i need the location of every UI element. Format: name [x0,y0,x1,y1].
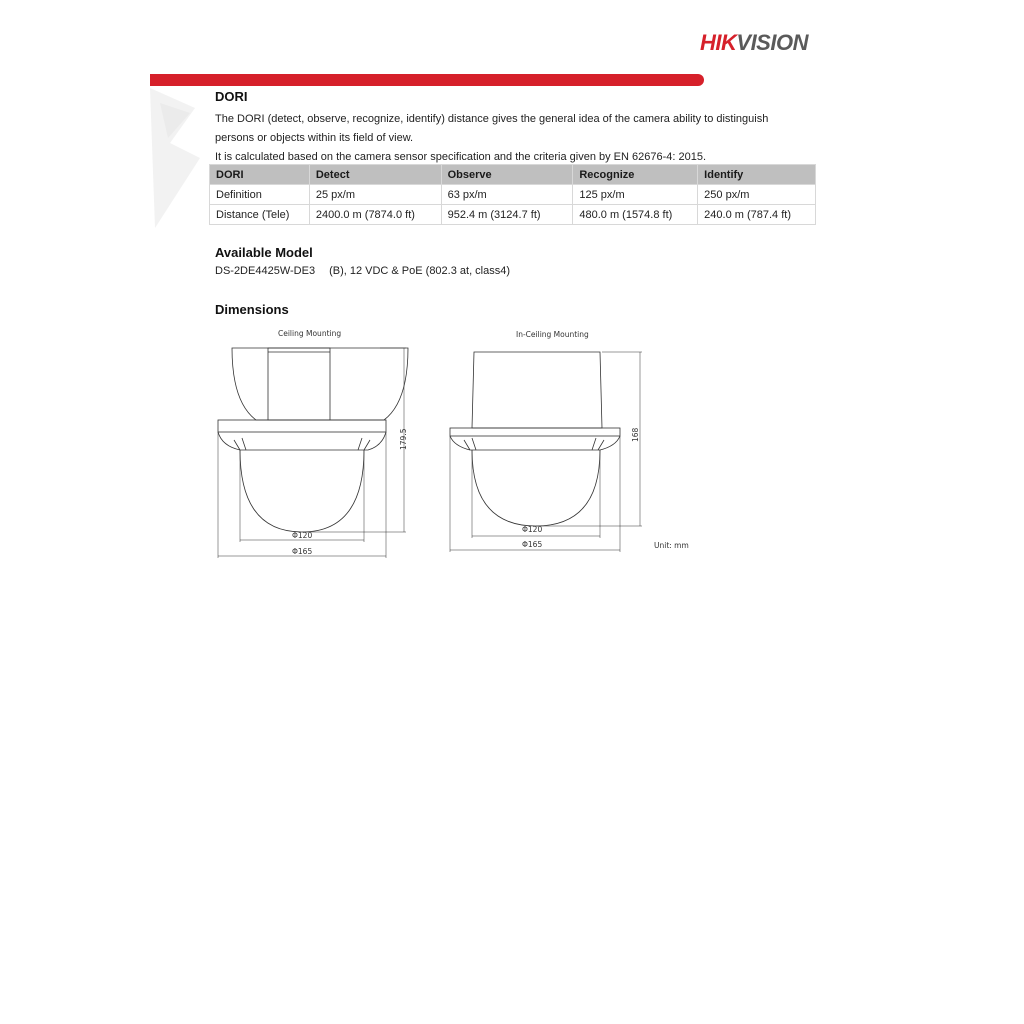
unit-label: Unit: mm [654,541,689,550]
in-ceiling-mount-drawing [450,352,620,526]
table-cell: 250 px/m [698,185,816,205]
table-header-cell: Detect [309,165,441,185]
brand-logo [700,30,808,56]
dori-heading: DORI [215,89,248,104]
dori-table [209,164,816,225]
table-cell: Definition [210,185,310,205]
in-ceiling-height-label: 168 [631,427,640,442]
table-cell: Distance (Tele) [210,205,310,225]
table-header-cell: DORI [210,165,310,185]
in-ceiling-outer-dia-label: Φ165 [522,540,543,549]
table-cell: 480.0 m (1574.8 ft) [573,205,698,225]
ceiling-mount-drawing [218,348,408,532]
table-row [210,185,816,205]
table-header-cell: Identify [698,165,816,185]
dimensions-heading: Dimensions [215,302,289,317]
dori-paragraph-2: It is calculated based on the camera sensor specification and the criteria given by EN 62676-4: 2015. [215,151,707,163]
available-model-heading: Available Model [215,245,313,260]
in-ceiling-mount-title: In-Ceiling Mounting [516,330,589,339]
table-cell: 125 px/m [573,185,698,205]
dimensions-diagram [210,322,710,562]
ceiling-outer-dia-label: Φ165 [292,547,313,556]
model-name: DS-2DE4425W-DE3 [215,265,316,277]
available-model-line [215,265,510,277]
table-cell: 63 px/m [441,185,573,205]
table-header-row [210,165,816,185]
table-header-cell: Observe [441,165,573,185]
table-cell: 25 px/m [309,185,441,205]
background-watermark [150,88,210,238]
header-accent-bar [150,74,704,86]
ceiling-height-label: 179.5 [399,428,408,450]
ceiling-mount-title: Ceiling Mounting [278,329,342,338]
table-cell: 240.0 m (787.4 ft) [698,205,816,225]
brand-logo-part2: VISION [736,30,808,55]
ceiling-inner-dia-label: Φ120 [292,531,313,540]
table-cell: 952.4 m (3124.7 ft) [441,205,573,225]
table-row [210,205,816,225]
model-description: (B), 12 VDC & PoE (802.3 at, class4) [329,265,511,277]
in-ceiling-inner-dia-label: Φ120 [522,525,543,534]
table-header-cell: Recognize [573,165,698,185]
brand-logo-part1: HIK [700,30,737,55]
dori-section [215,89,825,167]
dori-paragraph-1: The DORI (detect, observe, recognize, identify) distance gives the general idea of the camera ability to distinguish persons or objects within its field of view. [215,113,769,144]
table-cell: 2400.0 m (7874.0 ft) [309,205,441,225]
